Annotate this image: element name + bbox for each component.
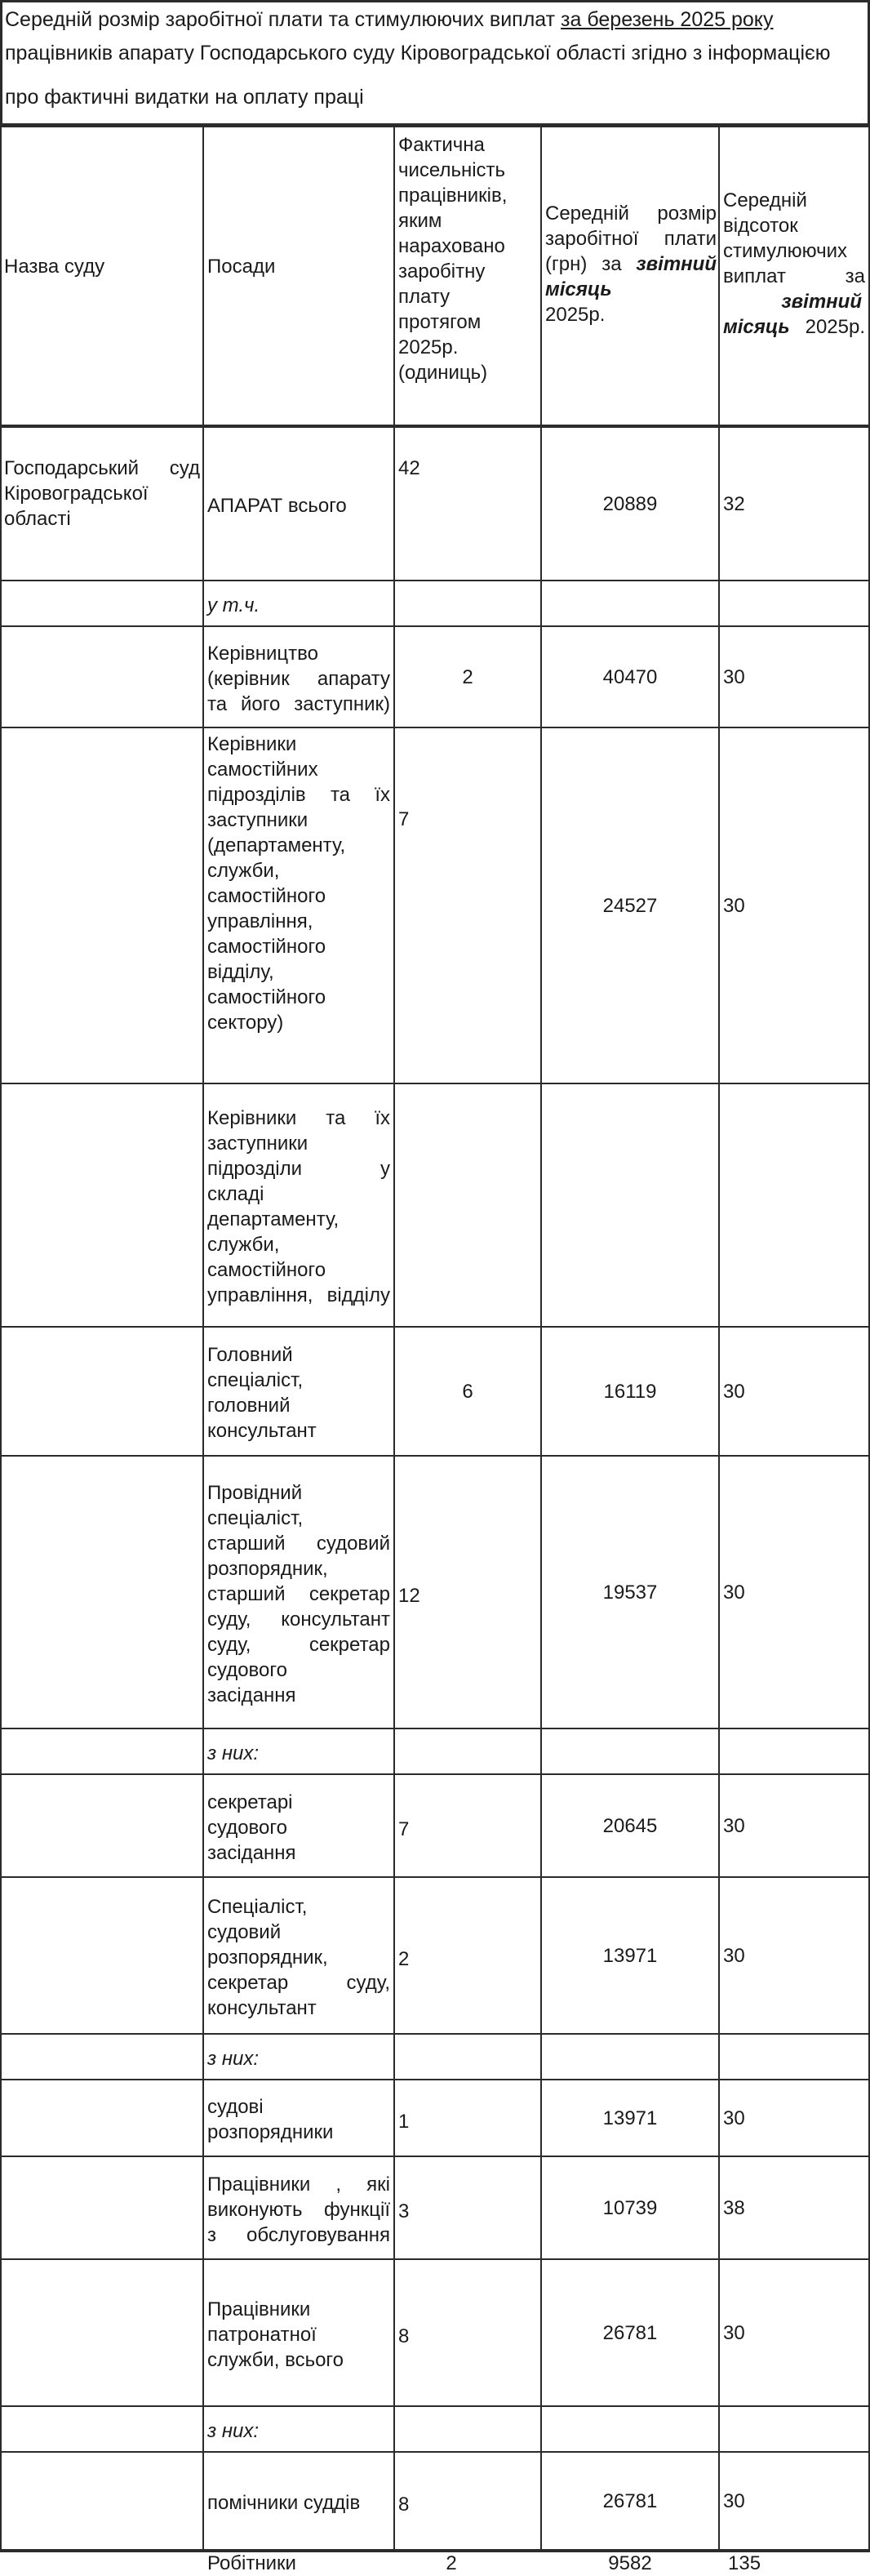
header-avg-salary-line	[545, 201, 717, 226]
position-text-line: виконують функції	[207, 2198, 390, 2221]
position-cell	[202, 2079, 395, 2157]
headcount-cell	[393, 1773, 542, 1878]
headcount-cell	[393, 1455, 542, 1729]
position-cell	[202, 1326, 395, 1457]
headcount-cell	[393, 2258, 542, 2407]
header-avg-bonus-line: звітний	[781, 291, 862, 313]
headcount-value: 6	[462, 1380, 473, 1403]
position-text-line: заступники	[207, 1132, 308, 1155]
position-text-line: служби,	[207, 1234, 280, 1256]
header-avg-salary	[540, 126, 720, 426]
position-cell	[202, 1773, 395, 1878]
court-name-cell	[0, 2549, 204, 2552]
avg-salary-value: 20889	[602, 492, 658, 515]
position-text-line: судового	[207, 1816, 287, 1839]
position-text-line: секретарі	[207, 1791, 293, 1813]
position-text-line: та його заступник)	[207, 692, 390, 715]
avg-bonus-value: 30	[723, 1814, 745, 1837]
headcount-cell	[393, 2156, 542, 2260]
position-text-line: служби,	[207, 860, 280, 882]
position-cell	[202, 1083, 395, 1328]
header-headcount-line: заробітну	[398, 260, 486, 283]
avg-bonus-value: 32	[723, 492, 745, 515]
court-name-cell	[0, 1083, 204, 1328]
header-headcount-line: нараховано	[398, 235, 505, 257]
header-text: Середній	[545, 202, 629, 225]
avg-bonus-value: 30	[723, 2321, 745, 2344]
position-text-line: складі	[207, 1183, 264, 1205]
header-text: 2025р.	[805, 316, 865, 338]
avg-bonus-value: 30	[723, 665, 745, 688]
avg-salary-cell	[540, 580, 720, 627]
header-text: заробітної	[545, 228, 639, 250]
avg-bonus-value: 30	[723, 2489, 745, 2512]
headcount-value: 7	[398, 808, 410, 830]
position-text-line: старший судовий	[207, 1532, 390, 1555]
avg-salary-cell	[540, 2079, 720, 2157]
avg-bonus-cell	[718, 1773, 870, 1878]
header-positions-label: Посади	[207, 256, 276, 278]
position-text-line: суду, секретар	[207, 1633, 390, 1656]
position-text-line: служби, всього	[207, 2348, 344, 2371]
header-text: за	[601, 253, 622, 275]
headcount-value: 8	[398, 2493, 410, 2516]
court-name-line: Господарський суд	[4, 457, 200, 479]
avg-bonus-cell	[718, 727, 870, 1084]
header-avg-salary-line	[545, 226, 717, 251]
court-name-cell	[0, 2156, 204, 2260]
position-text-line: старший секретар	[207, 1582, 390, 1605]
court-name-cell	[0, 1326, 204, 1457]
court-name-cell	[0, 1455, 204, 1729]
position-text-line: (департаменту,	[207, 834, 346, 856]
header-text: за	[845, 265, 865, 287]
position-text-line: розпорядник,	[207, 1557, 328, 1580]
avg-bonus-value: 30	[723, 2107, 745, 2129]
position-text-line: помічники суддів	[207, 2491, 361, 2514]
position-text-line: з них:	[207, 2419, 260, 2442]
headcount-cell	[393, 426, 542, 581]
court-name-cell	[0, 1876, 204, 2035]
position-text-line: АПАРАТ всього	[207, 494, 347, 517]
position-cell	[202, 426, 395, 581]
report-title-line-1	[5, 3, 774, 36]
headcount-value: 12	[398, 1584, 420, 1607]
header-text: виплат	[723, 265, 786, 287]
header-headcount-line: плату	[398, 286, 451, 308]
position-text-line: (керівник апарату	[207, 667, 390, 690]
position-cell	[202, 2549, 395, 2574]
position-text-line: суду, консультант	[207, 1608, 390, 1631]
header-headcount-line: яким	[398, 210, 442, 232]
avg-bonus-cell	[718, 2033, 870, 2080]
header-positions	[202, 126, 395, 426]
position-text-line: департаменту,	[207, 1208, 340, 1230]
position-text-line: самостійного	[207, 885, 326, 907]
court-name-cell	[0, 2033, 204, 2080]
position-text-line: з них:	[207, 2047, 260, 2070]
position-text-line: судового	[207, 1658, 287, 1681]
position-text-line: управління, відділу	[207, 1284, 390, 1306]
court-name-line: Кіровоградської	[4, 483, 149, 505]
avg-salary-value: 16119	[603, 1380, 657, 1403]
header-headcount-line: протягом	[398, 311, 482, 333]
court-name-cell	[0, 2079, 204, 2157]
avg-salary-cell	[540, 625, 720, 728]
avg-bonus-cell	[718, 2405, 870, 2453]
avg-bonus-value: 30	[723, 1380, 745, 1403]
headcount-cell	[393, 625, 542, 728]
position-text-line: засідання	[207, 1684, 296, 1706]
position-text-line: самостійних	[207, 759, 318, 781]
avg-salary-value: 10739	[602, 2196, 658, 2219]
avg-salary-cell	[540, 1728, 720, 1775]
position-text-line: спеціаліст,	[207, 1369, 304, 1391]
avg-bonus-cell	[718, 1455, 870, 1729]
position-text-line: Керівники	[207, 733, 297, 755]
avg-salary-value: 24527	[602, 894, 658, 917]
avg-salary-value: 19537	[602, 1581, 658, 1604]
avg-salary-cell	[540, 2033, 720, 2080]
avg-bonus-cell	[718, 1728, 870, 1775]
court-name-cell	[0, 1728, 204, 1775]
header-avg-salary-line: 2025р.	[545, 304, 606, 326]
position-text-line: управління,	[207, 910, 313, 932]
title-text: Середній розмір заробітної плати та стимулюючих виплат	[5, 8, 562, 31]
position-text-line: Працівники	[207, 2298, 311, 2320]
header-avg-bonus-line: Середній	[723, 189, 807, 211]
avg-bonus-cell	[718, 580, 870, 627]
avg-salary-value: 9582	[608, 2552, 652, 2574]
header-headcount-line: 2025р.	[398, 336, 459, 358]
position-cell	[202, 2258, 395, 2407]
court-name-cell	[0, 426, 204, 581]
avg-salary-value: 40470	[602, 665, 658, 688]
header-avg-bonus	[718, 126, 870, 426]
court-name-cell	[0, 727, 204, 1084]
report-title-box	[0, 0, 870, 126]
header-avg-bonus-line: стимулюючих	[723, 240, 848, 262]
position-text-line: спеціаліст,	[207, 1506, 304, 1529]
avg-salary-cell	[540, 2451, 720, 2551]
avg-salary-cell	[540, 1876, 720, 2035]
avg-salary-value: 13971	[602, 2107, 658, 2129]
reporting-period: за березень 2025 року	[561, 8, 774, 31]
position-cell	[202, 2405, 395, 2453]
position-cell	[202, 2033, 395, 2080]
position-cell	[202, 1876, 395, 2035]
header-text: звітний	[636, 253, 717, 275]
avg-salary-cell	[540, 1455, 720, 1729]
avg-bonus-value: 135	[728, 2552, 761, 2574]
position-cell	[202, 2156, 395, 2260]
avg-bonus-cell	[718, 1326, 870, 1457]
avg-salary-value: 20645	[602, 1814, 658, 1837]
position-text-line: судовий	[207, 1920, 282, 1943]
headcount-cell	[393, 2079, 542, 2157]
avg-salary-cell	[540, 2405, 720, 2453]
position-text-line: консультант	[207, 1420, 317, 1442]
position-text-line: у т.ч.	[207, 594, 260, 616]
position-text-line: з них:	[207, 1742, 260, 1764]
court-name-cell	[0, 1773, 204, 1878]
position-cell	[202, 1728, 395, 1775]
header-headcount-line: Фактична	[398, 134, 485, 156]
position-text-line: Провідний	[207, 1481, 303, 1504]
avg-bonus-cell	[718, 2156, 870, 2260]
headcount-cell	[393, 2451, 542, 2551]
header-avg-bonus-line	[723, 314, 865, 340]
avg-salary-cell	[540, 2258, 720, 2407]
position-text-line: секретар суду,	[207, 1971, 390, 1994]
headcount-cell	[393, 2033, 542, 2080]
position-text-line: Спеціаліст,	[207, 1895, 308, 1918]
position-text-line: самостійного	[207, 986, 326, 1008]
position-text-line: головний	[207, 1395, 291, 1417]
headcount-value: 3	[398, 2200, 410, 2222]
avg-salary-value: 26781	[602, 2489, 658, 2512]
report-title-line-3: про фактичні видатки на оплату праці	[5, 86, 364, 109]
header-text: плати	[664, 228, 717, 250]
avg-bonus-cell	[718, 1876, 870, 2035]
avg-salary-cell	[540, 426, 720, 581]
position-text-line: консультант	[207, 1996, 317, 2019]
headcount-cell	[393, 580, 542, 627]
court-name-line: області	[4, 508, 71, 530]
avg-salary-cell	[540, 727, 720, 1084]
position-text-line: відділу,	[207, 961, 274, 983]
avg-bonus-value: 30	[723, 1944, 745, 1967]
avg-bonus-cell	[718, 2079, 870, 2157]
position-text-line: підрозділів та їх	[207, 784, 390, 806]
position-text-line: судові	[207, 2096, 264, 2118]
position-text-line: самостійного	[207, 936, 326, 958]
header-avg-salary-line: місяць	[545, 278, 612, 300]
position-text-line: Керівники та їх	[207, 1107, 390, 1129]
avg-bonus-value: 30	[723, 894, 745, 917]
headcount-cell	[393, 2549, 542, 2574]
headcount-value: 7	[398, 1817, 410, 1840]
header-text: розмір	[657, 202, 717, 225]
header-court-name	[0, 126, 204, 426]
position-cell	[202, 727, 395, 1084]
header-text: (грн)	[545, 253, 588, 275]
headcount-cell	[393, 1083, 542, 1328]
position-cell	[202, 2451, 395, 2551]
header-text: місяць	[723, 316, 790, 338]
avg-bonus-cell	[718, 2549, 870, 2574]
court-name-cell	[0, 580, 204, 627]
court-name-cell	[0, 2258, 204, 2407]
position-cell	[202, 625, 395, 728]
position-text-line: підрозділи у	[207, 1158, 390, 1180]
headcount-value: 2	[446, 2552, 457, 2574]
headcount-cell	[393, 727, 542, 1084]
headcount-value: 8	[398, 2325, 410, 2347]
position-text-line: розпорядник,	[207, 1946, 328, 1969]
avg-salary-value: 13971	[602, 1944, 658, 1967]
avg-bonus-cell	[718, 426, 870, 581]
position-text-line: засідання	[207, 1841, 296, 1864]
position-text-line: Робітники	[207, 2552, 296, 2574]
header-avg-salary-line	[545, 251, 717, 277]
court-name-cell	[0, 625, 204, 728]
position-text-line: самостійного	[207, 1259, 326, 1281]
position-text-line: сектору)	[207, 1012, 284, 1034]
avg-bonus-cell	[718, 2451, 870, 2551]
position-cell	[202, 1455, 395, 1729]
court-name-cell	[0, 2451, 204, 2551]
position-text-line: патронатної	[207, 2323, 317, 2346]
report-title-line-2: працівників апарату Господарського суду Кіровоградської області згідно з інформацією	[5, 42, 831, 65]
court-name-cell	[0, 2405, 204, 2453]
header-headcount-line: (одиниць)	[398, 362, 488, 384]
avg-salary-cell	[540, 1326, 720, 1457]
header-avg-bonus-line	[723, 264, 865, 289]
headcount-value: 2	[398, 1947, 410, 1970]
header-avg-bonus-line: відсоток	[723, 215, 798, 237]
headcount-cell	[393, 1728, 542, 1775]
header-headcount-line: чисельність	[398, 159, 506, 181]
avg-bonus-cell	[718, 625, 870, 728]
position-text-line: з обслуговування	[207, 2223, 390, 2246]
avg-salary-value: 26781	[602, 2321, 658, 2344]
avg-salary-cell	[540, 1773, 720, 1878]
header-headcount-line: працівників,	[398, 185, 508, 207]
headcount-value: 2	[462, 665, 473, 688]
position-text-line: Головний	[207, 1344, 293, 1366]
headcount-cell	[393, 1326, 542, 1457]
position-text-line: заступники	[207, 809, 308, 831]
avg-salary-cell	[540, 1083, 720, 1328]
avg-bonus-cell	[718, 1083, 870, 1328]
headcount-cell	[393, 1876, 542, 2035]
avg-bonus-value: 30	[723, 1581, 745, 1604]
headcount-value: 42	[398, 457, 420, 479]
header-court-name-label: Назва суду	[4, 256, 105, 278]
avg-salary-cell	[540, 2549, 720, 2574]
headcount-cell	[393, 2405, 542, 2453]
position-cell	[202, 580, 395, 627]
avg-salary-cell	[540, 2156, 720, 2260]
header-headcount	[393, 126, 542, 426]
avg-bonus-cell	[718, 2258, 870, 2407]
headcount-value: 1	[398, 2110, 410, 2133]
position-text-line: Керівництво	[207, 642, 318, 665]
avg-bonus-value: 38	[723, 2196, 745, 2219]
position-text-line: розпорядники	[207, 2121, 334, 2143]
position-text-line: Працівники , які	[207, 2173, 390, 2196]
